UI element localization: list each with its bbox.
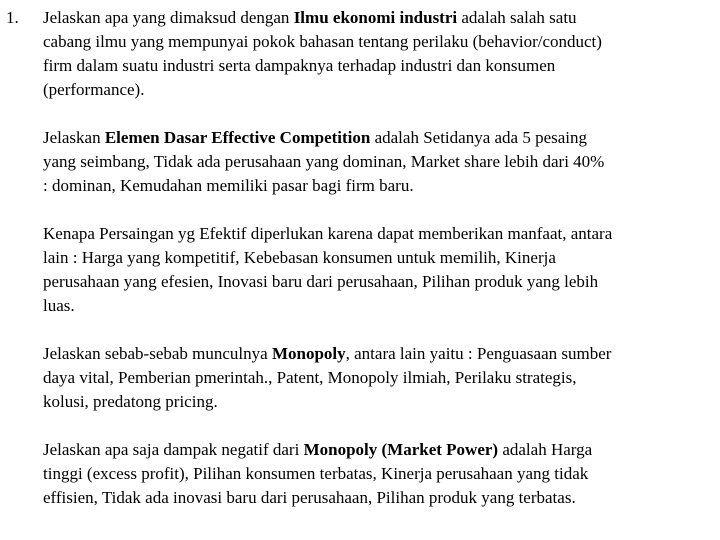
paragraph-dampak-monopoly — [43, 438, 720, 510]
paragraph-line: cabang ilmu yang mempunyai pokok bahasan tentang perilaku (behavior/conduct) — [43, 32, 602, 51]
bold-term: Ilmu ekonomi industri — [293, 8, 458, 27]
paragraph-line: kolusi, predatong pricing. — [43, 392, 218, 411]
text-run: adalah Harga — [498, 440, 593, 459]
text-run: Jelaskan apa yang dimaksud dengan — [43, 8, 294, 27]
text-run: Jelaskan — [43, 128, 105, 147]
paragraph-line: perusahaan yang efesien, Inovasi baru dari perusahaan, Pilihan produk yang lebih — [43, 272, 599, 291]
list-item-content — [43, 6, 720, 510]
text-run: adalah salah satu — [457, 8, 577, 27]
paragraph-sebab-monopoly — [43, 342, 720, 414]
text-run: adalah Setidanya ada 5 pesaing — [370, 128, 588, 147]
paragraph-line: (performance). — [43, 80, 145, 99]
text-run: Jelaskan sebab-sebab munculnya — [43, 344, 272, 363]
text-run: , antara lain yaitu : Penguasaan sumber — [345, 344, 612, 363]
paragraph-line — [43, 6, 720, 30]
paragraph-ilmu-ekonomi-industri — [43, 6, 720, 102]
paragraph-persaingan-efektif — [43, 222, 720, 318]
paragraph-line: lain : Harga yang kompetitif, Kebebasan konsumen untuk memilih, Kinerja — [43, 248, 556, 267]
paragraph-line: luas. — [43, 296, 75, 315]
paragraph-line: yang seimbang, Tidak ada perusahaan yang dominan, Market share lebih dari 40% — [43, 152, 605, 171]
paragraph-effective-competition — [43, 126, 720, 198]
bold-term: Monopoly — [271, 344, 346, 363]
paragraph-line: Kenapa Persaingan yg Efektif diperlukan karena dapat memberikan manfaat, antara — [43, 224, 613, 243]
paragraph-line — [43, 126, 720, 150]
paragraph-line — [43, 342, 720, 366]
bold-term: Monopoly (Market Power) — [303, 440, 499, 459]
paragraph-line: daya vital, Pemberian pmerintah., Patent, Monopoly ilmiah, Perilaku strategis, — [43, 368, 577, 387]
paragraph-line: firm dalam suatu industri serta dampaknya terhadap industri dan konsumen — [43, 56, 556, 75]
paragraph-line — [43, 438, 720, 462]
paragraph-line: tinggi (excess profit), Pilihan konsumen terbatas, Kinerja perusahaan yang tidak — [43, 464, 589, 483]
list-item-number: 1. — [6, 8, 19, 27]
paragraph-line: effisien, Tidak ada inovasi baru dari perusahaan, Pilihan produk yang terbatas. — [43, 488, 576, 507]
bold-term: Elemen Dasar Effective Competition — [104, 128, 371, 147]
paragraph-line: : dominan, Kemudahan memiliki pasar bagi firm baru. — [43, 176, 414, 195]
text-run: Jelaskan apa saja dampak negatif dari — [43, 440, 304, 459]
